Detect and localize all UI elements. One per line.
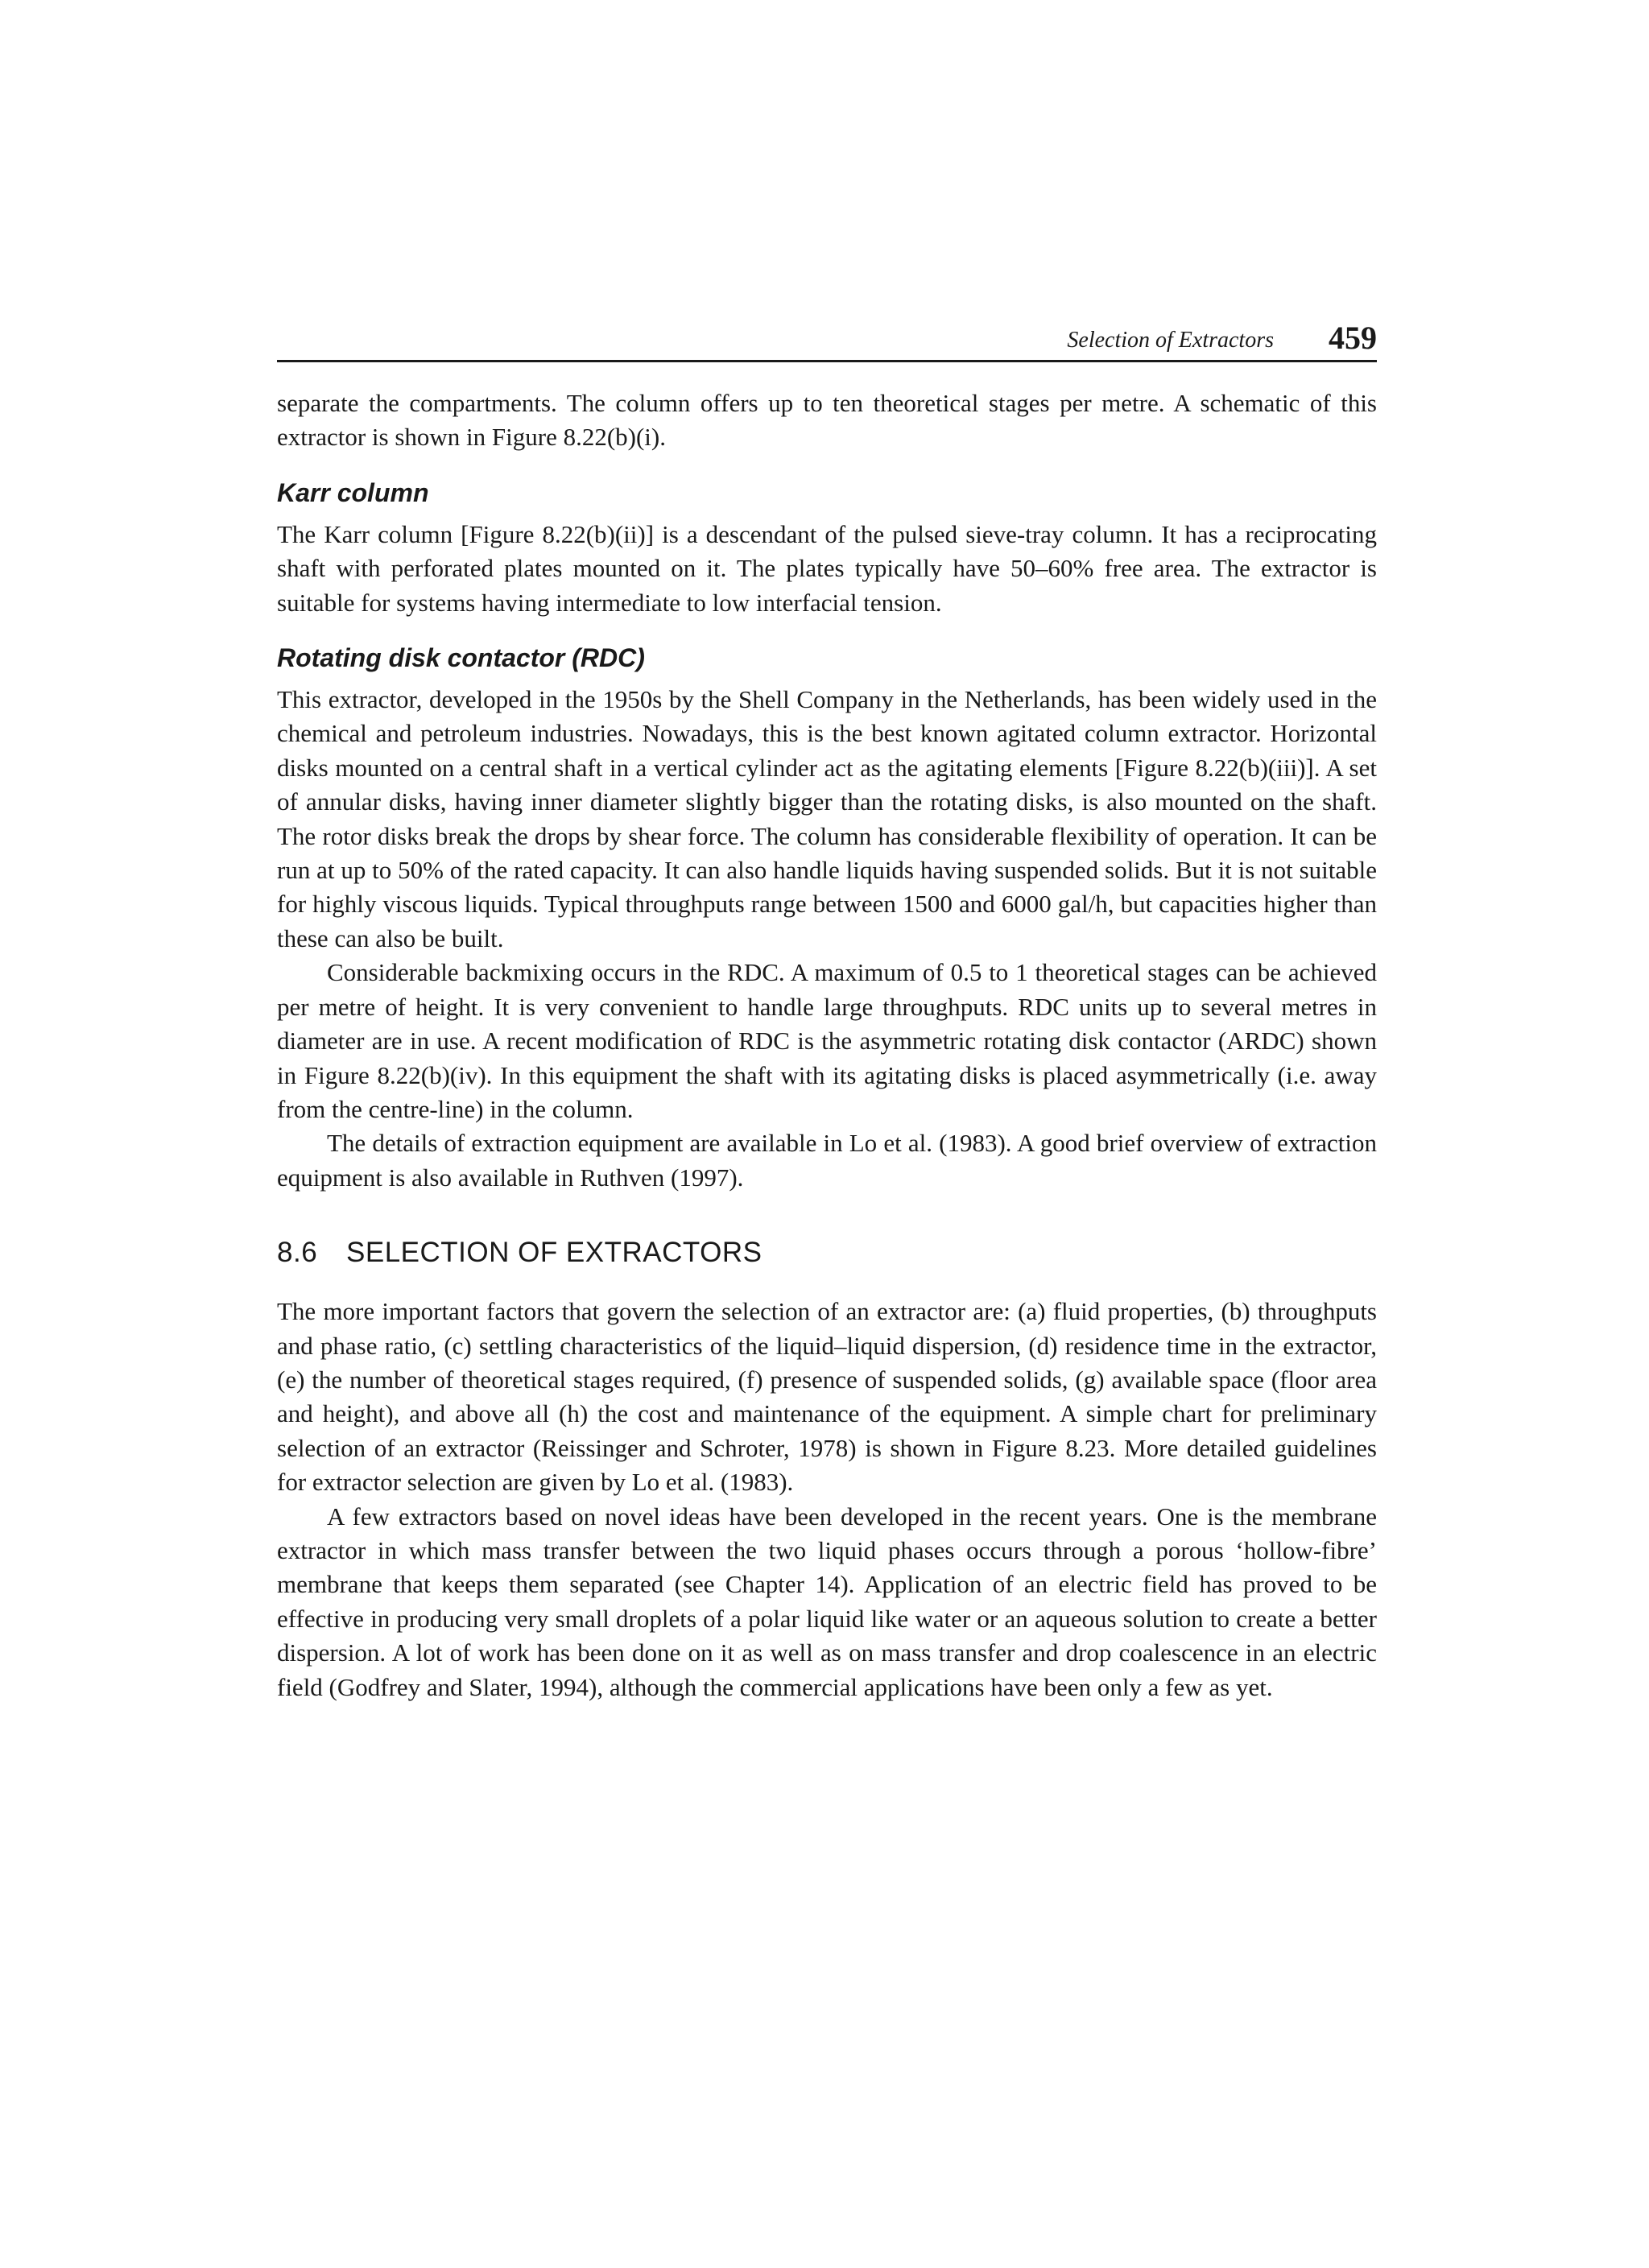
paragraph-continuation: separate the compartments. The column offers up to ten theoretical stages per metre. A schematic of this extractor is shown in Figure 8.22(b)(i). [277, 389, 1377, 452]
running-head-title: Selection of Extractors [1067, 328, 1274, 353]
paragraph-extraction-references: The details of extraction equipment are available in Lo et al. (1983). A good brief overview of extraction equipment is also available in Ruthven (1997). [277, 1129, 1377, 1192]
paragraph-selection-factors: The more important factors that govern the selection of an extractor are: (a) fluid properties, (b) throughputs and phase ratio, (c) settling characteristics of the liquid–liquid dispersion, (d) residence time in the extractor, (e) the number of theoretical stages required, (f) presence of suspended solids, (g) available space (floor area and height), and above all (h) the cost and maintenance of the equipment. A simple chart for preliminary selection of an extractor (Reissinger and Schroter, 1978) is shown in Figure 8.23. More detailed guidelines for extractor selection are given by Lo et al. (1983). [277, 1297, 1377, 1497]
book-page [277, 318, 1377, 1704]
subheading-rdc: Rotating disk contactor (RDC) [277, 643, 645, 673]
page-number: 459 [1329, 320, 1377, 356]
section-heading [277, 1235, 1377, 1270]
paragraph-rdc-intro: This extractor, developed in the 1950s by the Shell Company in the Netherlands, has been widely used in the chemical and petroleum industries. Nowadays, this is the best known agitated column extractor. Horizontal disks mounted on a central shaft in a vertical cylinder act as the agitating elements [Figure 8.22(b)(iii)]. A set of annular disks, having inner diameter slightly bigger than the rotating disks, is also mounted on the shaft. The rotor disks break the drops by shear force. The column has considerable flexibility of operation. It can be run at up to 50% of the rated capacity. It can also handle liquids having suspended solids. But it is not suitable for highly viscous liquids. Typical throughputs range between 1500 and 6000 gal/h, but capacities higher than these can also be built. [277, 685, 1377, 952]
paragraph-novel-extractors: A few extractors based on novel ideas have been developed in the recent years. One is the membrane extractor in which mass transfer between the two liquid phases occurs through a porous ‘hollow-fibre’ membrane that keeps them separated (see Chapter 14). Application of an electric field has proved to be effective in producing very small droplets of a polar liquid like water or an aqueous solution to create a better dispersion. A lot of work has been done on it as well as on mass transfer and drop coalescence in an electric field (Godfrey and Slater, 1994), although the commercial applications have been only a few as yet. [277, 1502, 1377, 1701]
section-title: SELECTION OF EXTRACTORS [346, 1237, 763, 1269]
section-number: 8.6 [277, 1237, 318, 1269]
paragraph-karr-column: The Karr column [Figure 8.22(b)(ii)] is a descendant of the pulsed sieve-tray column. It has a reciprocating shaft with perforated plates mounted on it. The plates typically have 50–60% free area. The extractor is suitable for systems having intermediate to low interfacial tension. [277, 519, 1377, 617]
running-head [277, 318, 1377, 362]
paragraph-rdc-backmixing: Considerable backmixing occurs in the RDC. A maximum of 0.5 to 1 theoretical stages can be achieved per metre of height. It is very convenient to handle large throughputs. RDC units up to several metres in diameter are in use. A recent modification of RDC is the asymmetric rotating disk contactor (ARDC) shown in Figure 8.22(b)(iv). In this equipment the shaft with its agitating disks is placed asymmetrically (i.e. away from the centre-line) in the column. [277, 958, 1377, 1123]
subheading-karr-column: Karr column [277, 477, 429, 507]
